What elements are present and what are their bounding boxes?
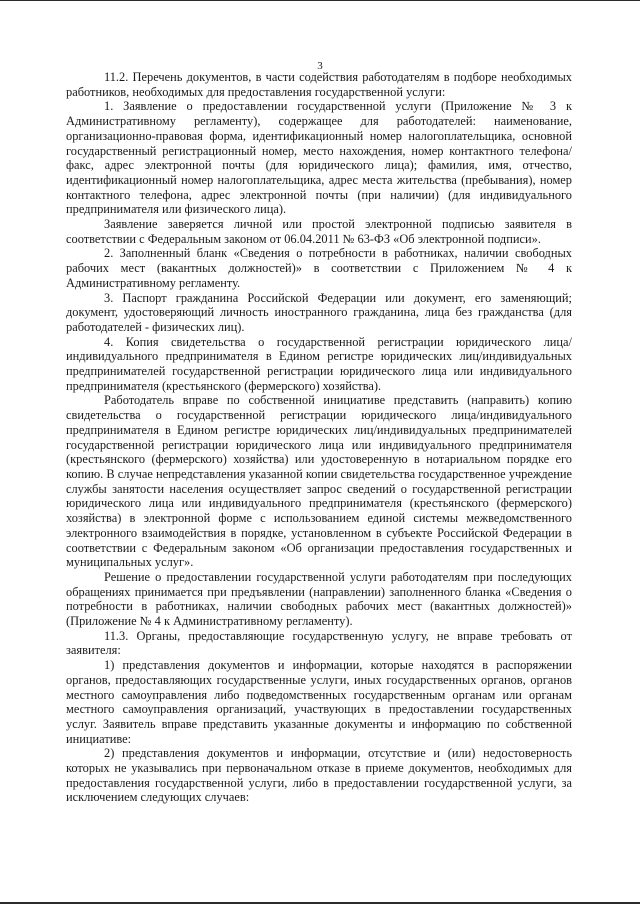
paragraph-11-3-item-2: 2) представления документов и информации, отсутствие и (или) недостоверность которых не указывались при первоначальном отказе в приеме документов, необходимых для предоставления государственной услуги, либо в предоставлении государственной услуги, за исключением следующих случаев: [66,746,572,805]
scan-edge-top [0,0,640,1]
paragraph-11-3-item-1: 1) представления документов и информации, которые находятся в распоряжении органов, предоставляющих государственные услуги, иных государственных органов, органов местного самоуправления либо подведомственных государственным органам или органам местного самоуправления организаций, участвующих в предоставлении государственных услуг. Заявитель вправе представить указанные документы и информацию по собственной инициативе: [66,658,572,746]
paragraph-item-2: 2. Заполненный бланк «Сведения о потребности в работниках, наличии свободных рабочих мест (вакантных должностей)» в соответствии с Приложением № 4 к Административному регламенту. [66,246,572,290]
paragraph-signature-note: Заявление заверяется личной или простой электронной подписью заявителя в соответствии с Федеральным законом от 06.04.2011 № 63-ФЗ «Об электронной подписи». [66,217,572,246]
paragraph-item-3: 3. Паспорт гражданина Российской Федерации или документ, его заменяющий; документ, удостоверяющий личность иностранного гражданина, лица без гражданства (для работодателей - физических лиц). [66,290,572,334]
paragraph-item-1: 1. Заявление о предоставлении государственной услуги (Приложение № 3 к Административному регламенту), содержащее для работодателей: наименование, организационно-правовая форма, идентификационный номер налогоплательщика, основной государственный регистрационный номер, место нахождения, номер контактного телефона/факс, адрес электронной почты (для юридического лица); фамилия, имя, отчество, идентификационный номер налогоплательщика, адрес места жительства (пребывания), номер контактного телефона, адрес электронной почты (при наличии) (для индивидуального предпринимателя или физического лица). [66,99,572,217]
page-number: 3 [317,60,323,72]
paragraph-item-4: 4. Копия свидетельства о государственной регистрации юридического лица/индивидуального предпринимателя в Едином регистре юридических лиц/индивидуальных предпринимателей государственной регистрации юридического лица или индивидуального предпринимателя (крестьянского (фермерского) хозяйства). [66,334,572,393]
paragraph-11-2: 11.2. Перечень документов, в части содействия работодателям в подборе необходимых работников, необходимых для предоставления государственной услуги: [66,70,572,99]
paragraph-decision: Решение о предоставлении государственной услуги работодателям при последующих обращениях принимается при предъявлении (направлении) заполненного бланка «Сведения о потребности в работниках, наличии свободных рабочих мест (вакантных должностей)» (Приложение № 4 к Административному регламенту). [66,569,572,629]
scan-edge-bottom [0,902,640,904]
paragraph-employer-right: Работодатель вправе по собственной инициативе представить (направить) копию свидетельства о государственной регистрации юридического лица/индивидуального предпринимателя в Едином регистре юридических лиц/индивидуальных предпринимателей государственной регистрации юридического лица или индивидуального предпринимателя (крестьянского (фермерского) хозяйства) или удостоверенную в нотариальном порядке его копию. В случае непредставления указанной копии свидетельства государственное учреждение службы занятости населения осуществляет запрос сведений о государственной регистрации юридического лица или индивидуального предпринимателя (крестьянского (фермерского) хозяйства) в электронной форме с использованием единой системы межведомственного электронного взаимодействия в порядке, установленном в субъекте Российской Федерации в соответствии с Федеральным законом «Об организации предоставления государственных и муниципальных услуг». [66,393,572,570]
document-body [66,70,572,805]
paragraph-11-3: 11.3. Органы, предоставляющие государственную услугу, не вправе требовать от заявителя: [66,628,572,658]
